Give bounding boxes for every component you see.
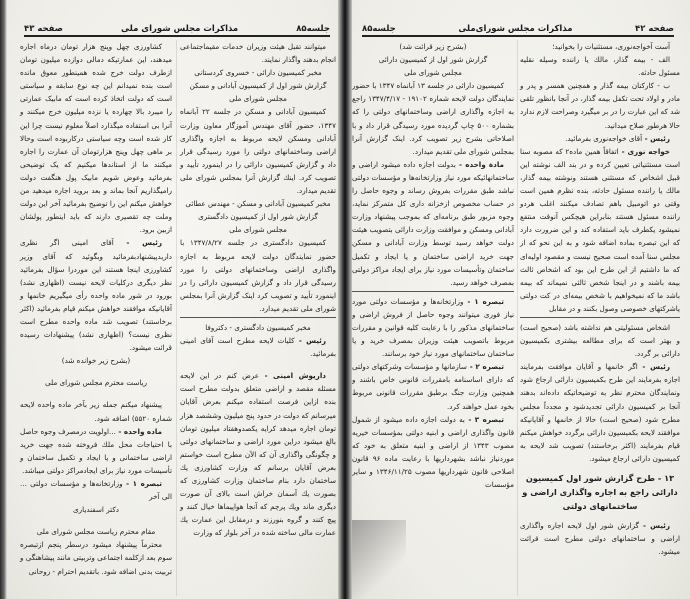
paragraph-text: اتفاقاً همین ماده۲ که مصوبه سنا است مستثنیاتی تعیین کرده و در بند الف نوشته این قبیل اشخاص که مستثنی هستند ونوشته بیمه گذار، مالك یا راننده مسئول حادثه، بنده نظرم همین است وقتی دو اتومبیل باهم تصادف میکنند اغلب هردو راننده مسئول هستند بنابراین هیچکس آنوقت منتفع نمیشود یکطرف باید استفاده کند و این ضرورت دارد که این تبصره بماده اضافه شود و به این نحو که از مجلس سنا آمده است صحیح نیست و مقصود اولیه‌ای که ما داشتیم از این طرح این بود که اشخاص ثالث بیمه باشند و در اینجا شخص ثالثی نمیماند که بیمه باشد ما که نمیخواهیم با شخص بیمه‌ای در کت دولتی یاشرکتهای خصوصی وصول بکنند و در مقابل [520,146,680,313]
paragraph-text: اگر خانمها و آقایان موافقت بفرمایند اجازه بفرمایند این طرح بکمیسیون دارائی ارجاع شود ونمایندگان محترم نظر به توضیحاتیکه داده‌اند بدهند آنجا بر کمیسیون دارائی تجدید‌شود و مجدداً مجلس مطرح شود (صحیح است) حالا از خانمها و آقایانیکه موافقند لایحه بکمیسیون دارائی برگردد خواهش میکنم قیام بفرمایند (اکثر برخاستند) تصویب شد لایحه به کمیسیون دارائی ارجاع میشود. [520,362,680,463]
speaker-name: تبصره ۱ - [122,479,163,488]
column-divider [517,40,518,596]
paragraph-text: مقام محترم ریاست مجلس شورای ملی [36,527,156,537]
paragraph-text: آست آخواجه‌نوری، مستثنیات را بخوانید؛ [552,42,670,51]
left-page-inner-column [180,40,336,539]
running-title: مذاکرات مجلس شورای ملی [121,24,239,34]
paragraph [180,236,336,315]
paragraph-text: کشاورزی چهل وپنج هزار تومان درماه اجاره میدهند، این عمارتیکه دمالی دوازده میلیون تومان ازطرف دولت خرج شده همینطور معوق مانده است بنده نمیدانم این چه نوع سابقه و سیاستی است که دولت اتخاذ کرده است که مابیک عمارتی را میبرد بالا چهارده یا نزده میلیون خرج میکنند و آنرا بی استفاده میگذارد اصلاً معلوم نیست چرا این کار شده است وچه سیاستی درکاربوده است وحالا بر ماهی چهل وپنج هزارتومان آن عمارت را اجاره میکنند ما از استاندها میکنیم که یک توضیحی بفرمائید وعوض شویم مابیک پول هنگفت دولت رامیگذاریم آنجا بماند و بعد بروید اجاره میدهید من خواهش میکنم این را توضیح بفرمائید آخر این دولت وملت چه تقصیری دارند که باید اینطور پولشان ازبین برود. [20,42,172,235]
paragraph-text: سازمانها و مؤسسات وشرکتهای دولتی که دارای اساسنامه بامقررات قانونی خاص باشند و همچنین وزارت جنگ برطبق مقررات قانونی مربوط بخود عمل خواهند کرد. [352,362,514,411]
centered-caption [180,321,336,334]
page-number: صفحه ۴۲ [635,24,674,34]
spacer [180,360,336,369]
centered-caption [180,197,336,210]
paragraph-text: گزارش شور اول از کمیسیون آبادانی و مسکن [189,81,327,91]
paragraph [180,334,336,360]
centered-caption [352,40,514,53]
centered-caption [352,53,514,66]
paragraph [20,236,172,354]
centered-caption [180,210,336,223]
page-number: صفحه ۴۳ [24,24,63,34]
paragraph-text: گزارش شور اول از کمیسیون دادگستری [198,212,318,222]
speaker-name: تبصره ۱ - [463,296,504,306]
paragraph-text: (بشرح زیر قرائت شد) [399,42,467,51]
speaker-name: رئیس - [637,362,670,372]
paragraph-text: وزارتخانه‌ها و مؤسسات دولتی مورد نیاز فوری میتوانند وجوه حاصل از فروش اراضی و ساختمانهای مذکور را با رعایت کلیه قوانین و مقررات مربوط باتصویب هیئت وزیران بمصرف خرید و یا ساختمان ساختمانهای مورد نیاز خود برسانند. [352,296,514,359]
header-rule [24,35,330,37]
paragraph-text: مجلس شورای ملی [229,94,287,104]
paragraph [520,79,680,131]
left-page-outer-column [20,40,172,578]
right-page-outer-column [520,40,680,558]
page-edge-shadow [0,0,7,599]
speaker-name: خواجه نوری - [618,146,670,156]
column-divider [176,40,177,596]
agenda-item-heading [520,471,680,513]
paragraph [352,158,514,289]
paragraph [352,360,514,412]
right-page-inner-column [352,40,514,491]
paragraph-text: مجلس شورای ملی [229,225,287,235]
speaker-name: رئیس - [113,238,163,248]
paragraph [520,360,680,465]
paragraph-text: گزارش شور اول لایحه اجاره واگذاری اراضی و ساختمانهای دولتی مطرح است قرائت میشود. [520,521,680,557]
paragraph-text: کمیسیون آبادانی و مسکن در جلسه ۲۲ آبانماه ۱۳۴۷، حضور آقای مهندس آموزگار معاون وزارت آبادانی ومسکن لایحه مربوط به اجازه واگذاری اراضی وساختمانهای دولتی را مورد رسیدگی قرار داد و گزارش کمیسیون دارائی را در اینمورد تأیید و تصویب کرد. اینك گزارش آنرا بمجلس شورای ملی تقدیم میدارد. [180,107,336,196]
section-rule [352,291,514,292]
centered-caption [180,92,336,105]
section-rule [180,317,336,318]
centered-caption [180,66,336,79]
paragraph-text: پیشنهاد میکنم جمله زیر بآخر ماده واحده لایحه شماره ۵۵۲۰) اضافه شود. [20,400,172,423]
paragraph-text: آقای خواجه‌نوری بفرمائید. [565,133,643,143]
paragraph [20,398,172,424]
paragraph-text: ریاست محترم مجلس شورای ملی [44,378,148,388]
left-page [0,0,344,599]
header-rule [362,35,674,37]
paragraph-text: مخبر کمیسیون دادگستری - دکتروفا [205,322,311,332]
paragraph-text: اشخاص مسئولیتی هم نداشته باشد (صحیح است) و بهتر است که برای مطالعه بیشتری بکمیسیون دارائی بر گردد. [520,322,680,359]
gutter-shadow [346,520,406,599]
running-title: مذاکرات مجلس شورای‌ملی [458,24,573,34]
speaker-name: داریوش امینی - [259,371,326,381]
paragraph [20,538,172,577]
paragraph-text: ب - کارکنان بیمه گذار و همچنین همسر و پدر و مادر و اولاد تحت تکفل بیمه گذار، در آنجا بانظور تلقی شد که این عبارت را در بر میگیرد وصراحت لازم ندارد حالا هرطور صلاح میدانید. [520,81,680,130]
paragraph-text: آقای امینی اگر نظری داریدپیشنهادبفرمائید وبگوئید که آقای وزیر کشاورزی اینجا هستند این موردرا سؤال بفرمائید نظر دیگری درکلیات لایحه نیست (اظهاری نشد) بورود در شور ماده واحده رأی میگیریم خانمها و آقایانیکه موافقند خواهش میکنم قیام بفرمائید (اکثر برخاستند) تصویب شد ماده واحده مطرح است نظری نیست؟ (اظهاری نشد) پیشنهادات رسیده قرائت میشود. [20,238,172,353]
centered-caption [20,376,172,389]
paragraph [520,53,680,79]
paragraph [180,369,336,539]
paragraph [352,295,514,360]
paragraph-text: ۱۳ - طرح گزارش شور اول کمیسیون دارائی راجع به اجاره واگذاری اراضی و ساختمانهای دولتی [522,473,678,511]
spacer [20,516,172,525]
speaker-name: رئیس - [638,521,671,530]
paragraph-text: محترماً پیشنهاد میشود درسطر پنجم ازتبصره سوم بعد ازکلمه اجتماعی وتربیتی مانند پیشاهنگی و تربیت بدنی اضافه شود. باتقدیم احترام - روحانی [20,540,172,576]
paragraph-text: بدولت اجازه داده میشود اراضی و ساختمانهائیکه مورد نیاز وزارتخانه‌ها و مؤسسات دولتی نباشد طبق مقررات بفروش رساند و وجوه حاصل را در حساب مخصوص ازخزانه داری کل متمرکز نماید، وجوه مزبور طبق برنامه‌ای که بموجب پیشنهاد وزارت آبادانی ومسکن و موافقت وزارت دارائی بتصویب هیئت دولت خواهد رسید توسط وزارت آبادانی و مسکن جهت خرید اراضی ساختمان و یا ایجاد و تکمیل ساختمان وتأسیسات مورد نیاز برای ایجاد مراکز دولتی بمصرف خواهد رسید. [352,159,514,287]
paragraph-text: مجلس شورای ملی [404,68,462,78]
centered-caption [20,525,172,538]
paragraph-text: به دولت اجازه داده میشود از شمول قانون واگذاری اراضی و ابنیه دولتی بمؤسسات خیریه مصوب ۱۳۴۳ از اراضی و ابنیه متعلق به خود که موردنیاز نباشد بشهرداریها با رعایت ماده ۹۶ قانون اصلاحی قانون شهرداریها مصوب ۱۳۴۶/۱۱/۲۵ و سایر مؤسسات [352,414,514,490]
spacer [20,389,172,398]
paragraph [520,145,680,315]
paragraph [20,477,172,503]
paragraph [352,413,514,492]
speaker-name: ماده واحده - [115,426,162,436]
paragraph-text: وزارتخانه‌ها و مؤسسات دولتی ... الی آخر [20,479,172,502]
speaker-name: تبصره ۳ - [464,414,505,424]
paragraph-text: دکتر اسفندیاری [73,505,119,515]
centered-caption [180,79,336,92]
right-page [344,0,690,599]
speaker-name: رئیس - [642,133,670,143]
book-spine-gutter [338,0,352,599]
paragraph [20,40,172,236]
centered-caption [20,354,172,367]
speaker-name: رئیس - [294,336,327,346]
paragraph-text: مخبر کمیسیون آبادانی و مسکن - مهندس عطائی [185,199,331,209]
centered-caption [20,503,172,516]
paragraph [520,40,680,53]
paragraph [180,105,336,197]
paragraph [20,425,172,477]
paragraph [352,79,514,158]
paragraph-text: کمیسیون دارائی در جلسه ۱۳ آبانماه ۱۳۴۷ با حضور نمایندگان دولت لایحه شماره ۱۹۱۰۲ - ۱۳۴۷/۴/۱۷ راجع به اجازه واگذاری اراضی وساختمانهای دولتی را که بشماره ۵۰۰ چاپ گردیده مورد رسیدگی قرار داد و با اصلاحاتی بشرح زیر تصویب کرد. اینک گزارش آنرا بمجلس شورای ملی تقدیم میدارد. [352,81,514,156]
paragraph [520,519,680,558]
section-rule [520,317,680,318]
speaker-name: تبصره ۲ - [466,362,504,372]
right-page-header [362,20,674,34]
paragraph-text: گزارش شور اول از کمیسیون دارائی [378,55,488,65]
paragraph-text: کمیسیون دادگستری در جلسه ۱۳۴۷/۸/۲۷ با حضور نمایندگان دولت لایحه مربوط به اجازه واگذاری اراضی وساختمانهای دولتی را مورد رسیدگی قرار داد و گزارش کمیسیون دارائی را در اینمورد تأیید و تصویب کرد اینک گزارش آنرا بمجلس شورای ملی تقدیم میدارد. [180,238,336,313]
paragraph-text: ...اولویت درمصرف وجوه حاصل با احتیاجات محل ملك فروخته شده جهت خرید اراضی ساختمانی و یا ایجاد و تکمیل ساختمان و تأسیسات مورد نیاز برای ایجادمراکز دولتی میباشد. [20,426,172,475]
centered-caption [352,66,514,79]
session-label: جلسه۸۵ [362,24,396,34]
paragraph-text: میتوانند تقبل هیئت وزیران خدمات مقیماجتماعی انجام بدهند واگذار نمایند. [180,42,336,65]
paragraph [520,321,680,360]
paragraph-text: عرض کنم در این لایحه مسئله مقصد و اراضی متعلق بدولت مطرح است بنده ازاین فرصت استفاده میکنم بعرض آقایان میرسانم که دولت در حدود پنج میلیون وششصد هزار تومان اجاره میدهد کرایه یکصدوهفتاد میلیون تومان بالغ میشود دراین مورد اراضی و ساختمانهای دولتی و چگونگی واگذاری آن که الآن مطرح است خواستم بعرض آقایان برسانم که وزارت کشاورزی یك ساختمان دارد بنام ساختمان وزارت کشاورزی که بصورت یك آسمان خراش است بالای آن صورت دیگری ماند ویك پرچم که آنجا هواپیماها خیال کنند و پیچ کنند و گروه بنورزند و درمقابل این عمارت یك عمارت مالی ساخته شده در آخر بلوار که وزارت [180,371,336,538]
paragraph-text: الف - بیمه گذار، مالك یا راننده وسیله نقلیه مسئول حادثه. [520,55,680,78]
spacer [20,367,172,376]
speaker-name: مادة واحده - [455,159,505,169]
centered-caption [180,223,336,236]
paragraph [520,132,680,145]
left-page-header [24,20,330,34]
session-label: جلسه۸۵ [296,24,330,34]
paragraph-text: مخبر کمیسیون دارائی - خسروی کردستانی [194,68,322,78]
paragraph-text: (بشرح زیر خوانده شد) [61,356,131,366]
paragraph-text: کلیات لایحه مطرح است آقای امینی بفرمائید. [180,336,336,359]
paragraph [180,40,336,66]
